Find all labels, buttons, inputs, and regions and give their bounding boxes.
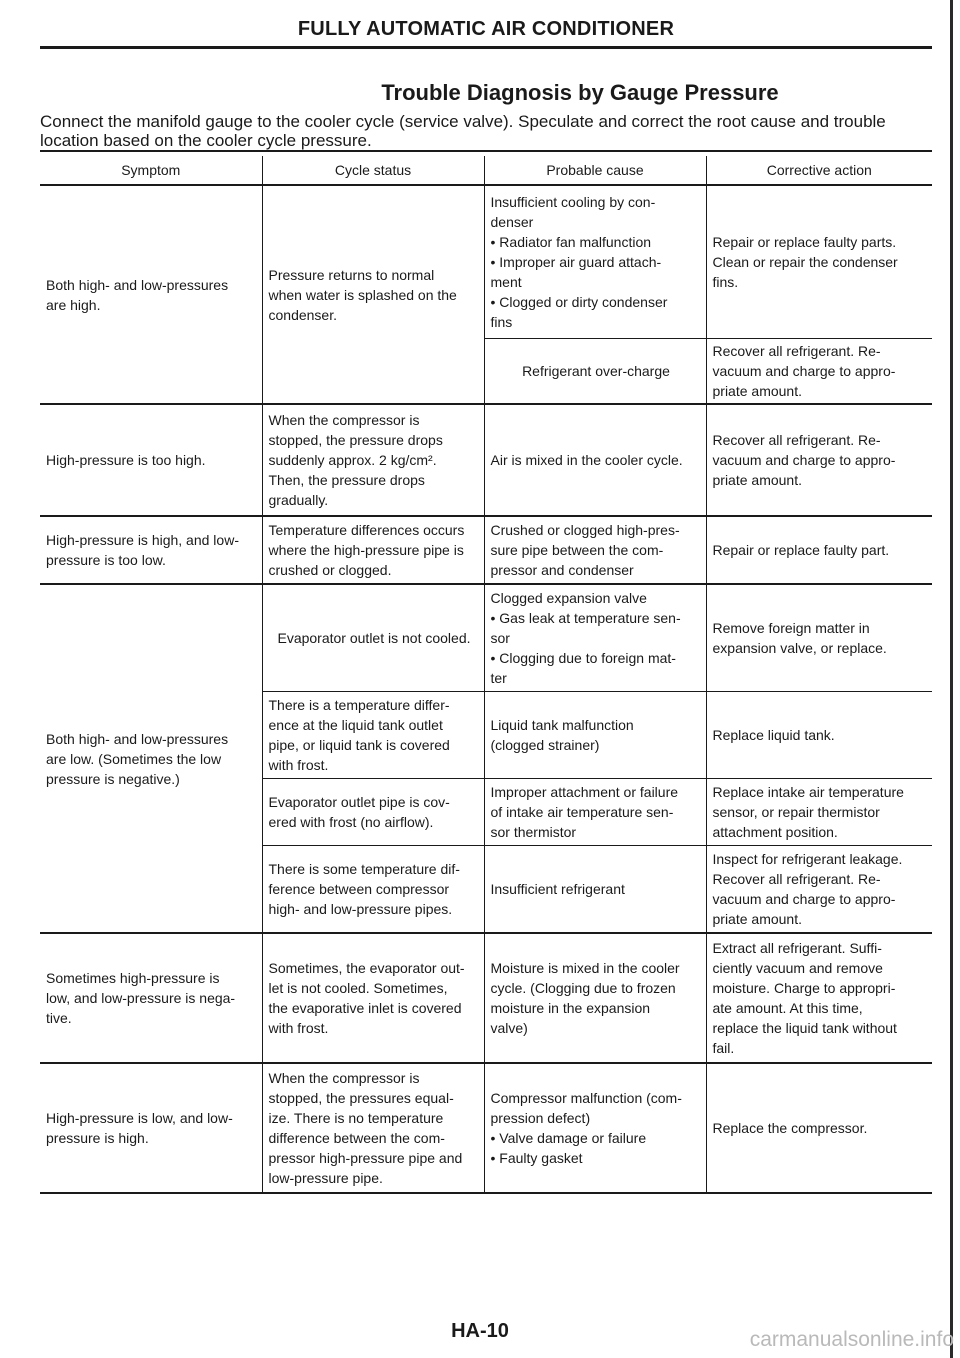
probable-cause-cell: Refrigerant over-charge — [484, 339, 706, 405]
table-row — [40, 584, 932, 692]
symptom-cell: Both high- and low-pressures are high. — [40, 185, 262, 404]
cycle-status-cell: When the compressor is stopped, the pressures equal- ize. There is no temperature difference between the com- pressor high-pressure pipe and low-pressure pipe. — [262, 1063, 484, 1193]
corrective-action-cell: Replace intake air temperature sensor, or repair thermistor attachment position. — [706, 779, 932, 846]
probable-cause-cell: Insufficient refrigerant — [484, 846, 706, 934]
probable-cause-cell: Moisture is mixed in the cooler cycle. (Clogging due to frozen moisture in the expansion valve) — [484, 933, 706, 1063]
corrective-action-cell: Replace the compressor. — [706, 1063, 932, 1193]
section-intro: Connect the manifold gauge to the cooler cycle (service valve). Speculate and correct the root cause and trouble location based on the cooler cycle pressure. — [40, 112, 886, 150]
symptom-cell: High-pressure is high, and low- pressure is too low. — [40, 516, 262, 584]
probable-cause-cell: Air is mixed in the cooler cycle. — [484, 404, 706, 516]
table-row — [40, 933, 932, 1063]
watermark: carmanualsonline.info — [749, 1328, 954, 1351]
header-corrective-action: Corrective action — [766, 162, 872, 178]
cycle-status-cell: When the compressor is stopped, the pressure drops suddenly approx. 2 kg/cm². Then, the pressure drops gradually. — [262, 404, 484, 516]
cycle-status-cell: Pressure returns to normal when water is splashed on the condenser. — [262, 185, 484, 404]
cycle-status-cell: Evaporator outlet pipe is cov- ered with frost (no airflow). — [262, 779, 484, 846]
page-number: HA-10 — [451, 1320, 509, 1342]
symptom-cell: High-pressure is low, and low- pressure is high. — [40, 1063, 262, 1193]
cycle-status-cell: Sometimes, the evaporator out- let is not cooled. Sometimes, the evaporative inlet is covered with frost. — [262, 933, 484, 1063]
probable-cause-cell: Improper attachment or failure of intake air temperature sen- sor thermistor — [484, 779, 706, 846]
cycle-status-cell: There is some temperature dif- ference between compressor high- and low-pressure pipes. — [262, 846, 484, 934]
corrective-action-cell: Recover all refrigerant. Re- vacuum and charge to appro- priate amount. — [706, 339, 932, 405]
header-rule — [40, 46, 932, 49]
header-symptom: Symptom — [40, 156, 262, 185]
corrective-action-cell: Repair or replace faulty parts. Clean or repair the condenser fins. — [706, 185, 932, 339]
table-row — [40, 185, 932, 339]
corrective-action-cell: Extract all refrigerant. Suffi- ciently vacuum and remove moisture. Charge to appropri- ate amount. At this time, replace the liquid tank without fail. — [706, 933, 932, 1063]
table-row — [40, 1063, 932, 1193]
header-cycle-status: Cycle status — [262, 156, 484, 185]
probable-cause-cell: Compressor malfunction (com- pression defect) • Valve damage or failure • Faulty gasket — [484, 1063, 706, 1193]
probable-cause-cell: Insufficient cooling by con- denser • Radiator fan malfunction • Improper air guard attach- ment • Clogged or dirty condenser fins — [484, 185, 706, 339]
corrective-action-cell: Replace liquid tank. — [706, 692, 932, 779]
corrective-action-cell: Inspect for refrigerant leakage. Recover all refrigerant. Re- vacuum and charge to appro- priate amount. — [706, 846, 932, 934]
probable-cause-cell: Crushed or clogged high-pres- sure pipe between the com- pressor and condenser — [484, 516, 706, 584]
section-title: Trouble Diagnosis by Gauge Pressure — [381, 80, 779, 105]
page-edge-bar — [950, 0, 953, 1358]
cycle-status-cell: Temperature differences occurs where the high-pressure pipe is crushed or clogged. — [262, 516, 484, 584]
symptom-cell: Both high- and low-pressures are low. (Sometimes the low pressure is negative.) — [40, 584, 262, 933]
diagnosis-table — [40, 156, 932, 1194]
probable-cause-cell: Liquid tank malfunction (clogged strainer) — [484, 692, 706, 779]
page-header — [40, 18, 932, 50]
corrective-action-cell: Recover all refrigerant. Re- vacuum and charge to appro- priate amount. — [706, 404, 932, 516]
symptom-cell: High-pressure is too high. — [40, 404, 262, 516]
cycle-status-cell: There is a temperature differ- ence at the liquid tank outlet pipe, or liquid tank is covered with frost. — [262, 692, 484, 779]
table-row — [40, 404, 932, 516]
page-header-title: FULLY AUTOMATIC AIR CONDITIONER — [297, 18, 675, 40]
symptom-cell: Sometimes high-pressure is low, and low-pressure is nega- tive. — [40, 933, 262, 1063]
cycle-status-cell: Evaporator outlet is not cooled. — [262, 584, 484, 692]
probable-cause-cell: Clogged expansion valve • Gas leak at temperature sen- sor • Clogging due to foreign mat- ter — [484, 584, 706, 692]
table-header-row — [40, 156, 932, 185]
corrective-action-cell: Repair or replace faulty part. — [706, 516, 932, 584]
table-row — [40, 516, 932, 584]
table-top-rule — [40, 150, 932, 152]
corrective-action-cell: Remove foreign matter in expansion valve, or replace. — [706, 584, 932, 692]
header-probable-cause: Probable cause — [484, 156, 706, 185]
